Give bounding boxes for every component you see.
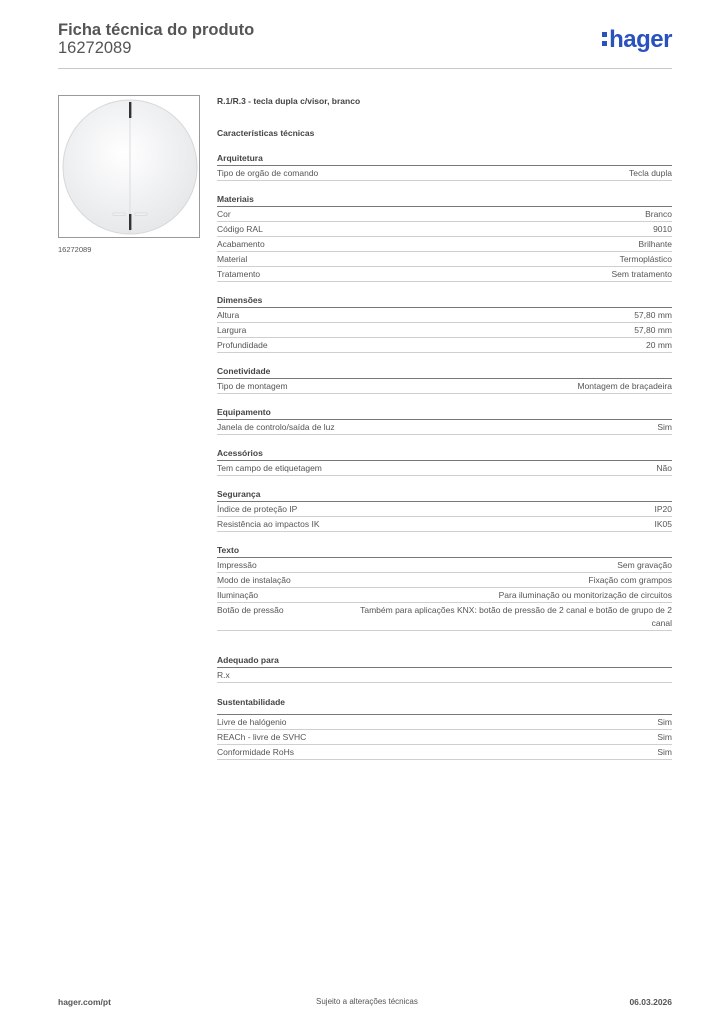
- spec-label: Conformidade RoHs: [217, 747, 295, 757]
- group-arquitetura: [217, 153, 672, 181]
- header-divider: [58, 68, 672, 69]
- document-title: Ficha técnica do produto: [58, 21, 255, 39]
- group-equipamento: [217, 407, 672, 435]
- spec-value: IP20: [654, 504, 672, 514]
- spec-value: Não: [656, 463, 672, 473]
- spec-row: [217, 715, 672, 730]
- spec-value: Tecla dupla: [628, 168, 672, 178]
- spec-label: REACh - livre de SVHC: [217, 732, 307, 742]
- group-title: Adequado para: [217, 655, 672, 668]
- group-sustentabilidade: [217, 697, 672, 760]
- spec-row: [217, 668, 672, 683]
- spec-row: [217, 207, 672, 222]
- spec-value: Sem tratamento: [611, 269, 672, 279]
- spec-value: Fixação com grampos: [588, 575, 672, 585]
- spec-value: 9010: [653, 224, 672, 234]
- group-acessorios: [217, 448, 672, 476]
- logo-text: hager: [609, 26, 672, 53]
- spec-row: [217, 323, 672, 338]
- spec-value: Sem gravação: [617, 560, 672, 570]
- spec-value: Para iluminação ou monitorização de circuitos: [498, 590, 672, 600]
- spec-value: Também para aplicações KNX: botão de pressão de 2 canal e botão de grupo de 2 canal: [360, 605, 672, 628]
- product-number: 16272089: [58, 39, 132, 57]
- spec-label: Tipo de orgão de comando: [217, 168, 319, 178]
- spec-row: [217, 379, 672, 394]
- group-title: Conetividade: [217, 366, 672, 379]
- spec-label: Impressão: [217, 560, 257, 570]
- hager-logo: [602, 26, 672, 54]
- group-adequado: [217, 655, 672, 683]
- spec-sheet: [217, 96, 672, 760]
- footer-date: 06.03.2026: [629, 997, 672, 1007]
- image-caption: 16272089: [58, 245, 92, 254]
- group-seguranca: [217, 489, 672, 532]
- spec-label: Cor: [217, 209, 231, 219]
- spec-row: [217, 558, 672, 573]
- group-title: Segurança: [217, 489, 672, 502]
- spec-row: [217, 308, 672, 323]
- spec-label: Acabamento: [217, 239, 265, 249]
- group-title: Acessórios: [217, 448, 672, 461]
- document-footer: [58, 997, 672, 1009]
- group-title: Materiais: [217, 194, 672, 207]
- spec-row: [217, 502, 672, 517]
- group-title: Arquitetura: [217, 153, 672, 166]
- spec-value: Sim: [657, 422, 672, 432]
- spec-row: [217, 745, 672, 760]
- spec-value: Sim: [657, 732, 672, 742]
- document-header: [58, 20, 672, 68]
- spec-label: Resistência ao impactos IK: [217, 519, 320, 529]
- spec-label: Profundidade: [217, 340, 268, 350]
- spec-row: [217, 252, 672, 267]
- spec-row: [217, 517, 672, 532]
- spec-row: [217, 338, 672, 353]
- spec-value: Brilhante: [638, 239, 672, 249]
- group-title: Sustentabilidade: [217, 697, 672, 715]
- spec-value: Termoplástico: [619, 254, 672, 264]
- spec-row: [217, 222, 672, 237]
- spec-row: [217, 730, 672, 745]
- spec-row: [217, 588, 672, 603]
- spec-row: [217, 267, 672, 282]
- spec-value: IK05: [654, 519, 672, 529]
- product-image: [58, 95, 200, 238]
- spec-value: Montagem de braçadeira: [577, 381, 672, 391]
- spec-label: Modo de instalação: [217, 575, 291, 585]
- spec-value: 57,80 mm: [634, 325, 672, 335]
- spec-label: Janela de controlo/saída de luz: [217, 422, 335, 432]
- spec-row: [217, 420, 672, 435]
- group-title: Dimensões: [217, 295, 672, 308]
- group-title: Equipamento: [217, 407, 672, 420]
- spec-value: Sim: [657, 717, 672, 727]
- spec-row: [217, 166, 672, 181]
- spec-label: Código RAL: [217, 224, 263, 234]
- spec-label: Tratamento: [217, 269, 261, 279]
- spec-label: Largura: [217, 325, 247, 335]
- spec-row: [217, 603, 672, 631]
- group-title: Texto: [217, 545, 672, 558]
- footer-disclaimer: Sujeito a alterações técnicas: [316, 997, 418, 1006]
- spec-value: 20 mm: [646, 340, 672, 350]
- spec-label: Tem campo de etiquetagem: [217, 463, 322, 473]
- group-dimensoes: [217, 295, 672, 353]
- group-materiais: [217, 194, 672, 282]
- spec-value: Branco: [645, 209, 672, 219]
- spec-label: Material: [217, 254, 248, 264]
- specs-heading: Características técnicas: [217, 128, 315, 138]
- group-texto: [217, 545, 672, 631]
- spec-row: [217, 461, 672, 476]
- footer-website-link[interactable]: hager.com/pt: [58, 997, 111, 1007]
- spec-label: Livre de halógenio: [217, 717, 287, 727]
- spec-label: Iluminação: [217, 590, 259, 600]
- spec-row: [217, 237, 672, 252]
- group-conetividade: [217, 366, 672, 394]
- spec-label: Botão de pressão: [217, 605, 284, 615]
- logo-dots-icon: [602, 32, 607, 46]
- spec-label: Índice de proteção IP: [217, 504, 298, 514]
- spec-label: Tipo de montagem: [217, 381, 288, 391]
- product-name: R.1/R.3 - tecla dupla c/visor, branco: [217, 96, 361, 106]
- double-rocker-switch-icon: [59, 96, 199, 237]
- spec-row: [217, 573, 672, 588]
- spec-label: R.x: [217, 670, 230, 680]
- spec-value: Sim: [657, 747, 672, 757]
- spec-label: Altura: [217, 310, 240, 320]
- spec-value: 57,80 mm: [634, 310, 672, 320]
